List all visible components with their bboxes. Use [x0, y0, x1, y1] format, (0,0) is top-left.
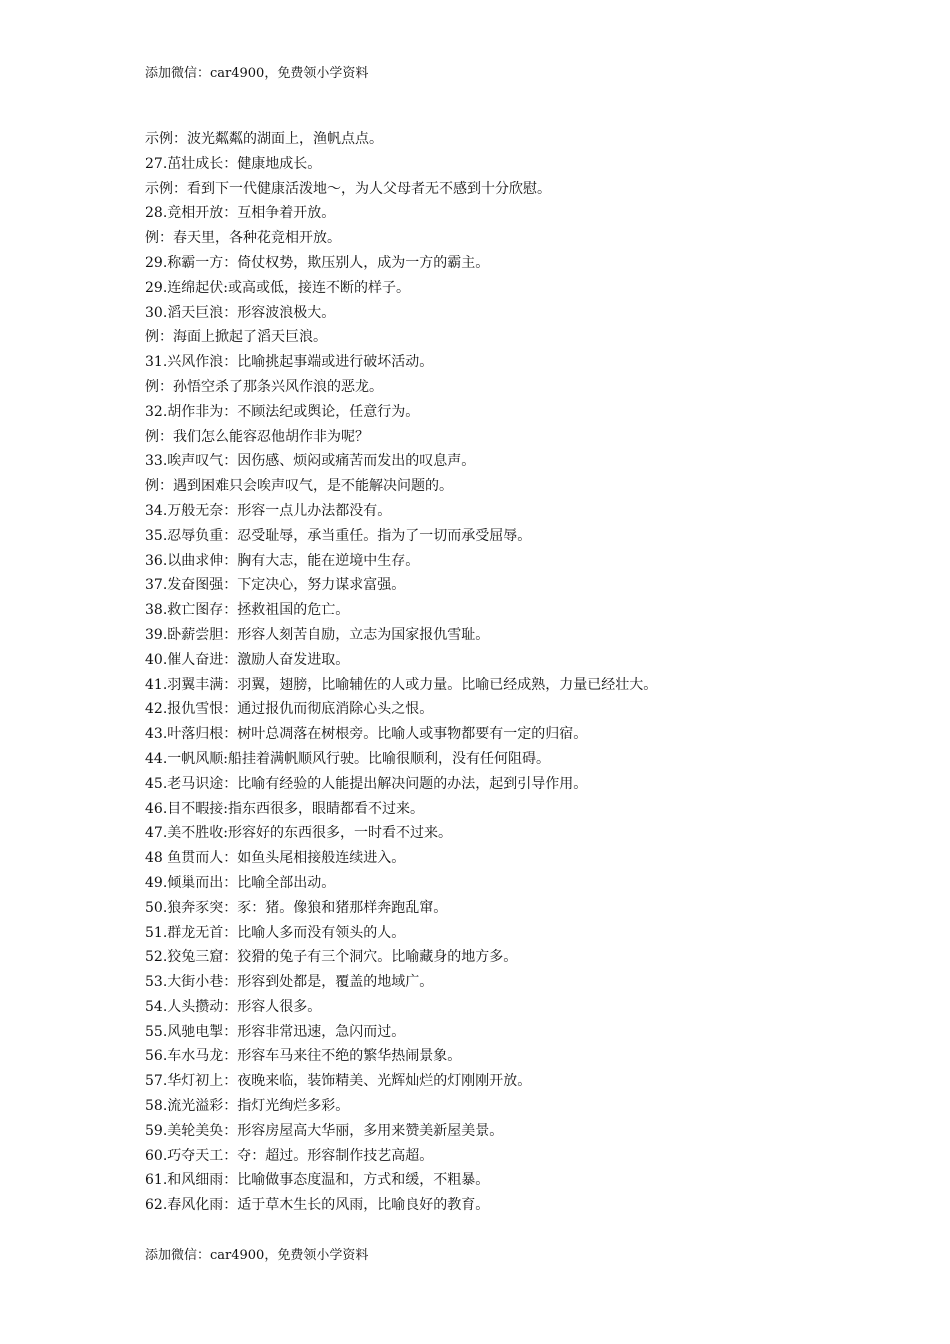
text-line: 61.和风细雨：比喻做事态度温和，方式和缓，不粗暴。 [145, 1172, 490, 1189]
text-line: 53.大街小巷：形容到处都是，覆盖的地域广。 [145, 974, 434, 991]
text-line: 34.万般无奈：形容一点儿办法都没有。 [145, 502, 392, 519]
text-line: 28.竞相开放：互相争着开放。 [145, 205, 336, 222]
text-line: 例：春天里，各种花竞相开放。 [145, 230, 341, 247]
text-line: 例：海面上掀起了滔天巨浪。 [145, 329, 327, 346]
text-line: 32.胡作非为：不顾法纪或舆论，任意行为。 [145, 403, 420, 420]
text-line: 41.羽翼丰满：羽翼，翅膀，比喻辅佐的人或力量。比喻已经成熟，力量已经壮大。 [145, 676, 658, 693]
text-line: 60.巧夺天工：夺：超过。形容制作技艺高超。 [145, 1147, 434, 1164]
text-line: 62.春风化雨：适于草木生长的风雨，比喻良好的教育。 [145, 1197, 490, 1214]
idiom-list [145, 127, 845, 1218]
text-line: 30.滔天巨浪：形容波浪极大。 [145, 304, 336, 321]
text-line: 44.一帆风顺:船挂着满帆顺风行驶。比喻很顺利，没有任何阻碍。 [145, 750, 550, 767]
text-line: 例：遇到困难只会唉声叹气，是不能解决问题的。 [145, 478, 453, 495]
text-line: 50.狼奔豕突：豕：猪。像狼和猪那样奔跑乱窜。 [145, 899, 448, 916]
text-line: 31.兴风作浪：比喻挑起事端或进行破坏活动。 [145, 354, 434, 371]
text-line: 29.连绵起伏:或高或低，接连不断的样子。 [145, 279, 410, 296]
text-line: 27.茁壮成长：健康地成长。 [145, 155, 322, 172]
text-line: 37.发奋图强：下定决心，努力谋求富强。 [145, 577, 406, 594]
text-line: 35.忍辱负重：忍受耻辱，承当重任。指为了一切而承受屈辱。 [145, 527, 532, 544]
text-line: 46.目不暇接:指东西很多，眼睛都看不过来。 [145, 800, 424, 817]
text-line: 例：孙悟空杀了那条兴风作浪的恶龙。 [145, 378, 383, 395]
text-line: 51.群龙无首：比喻人多而没有领头的人。 [145, 924, 406, 941]
text-line: 43.叶落归根：树叶总凋落在树根旁。比喻人或事物都要有一定的归宿。 [145, 726, 588, 743]
text-line: 例：我们怎么能容忍他胡作非为呢？ [145, 428, 369, 445]
text-line: 38.救亡图存：拯救祖国的危亡。 [145, 602, 350, 619]
text-line: 47.美不胜收:形容好的东西很多，一时看不过来。 [145, 825, 452, 842]
page-header: 添加微信：car4900，免费领小学资料 [145, 66, 369, 81]
text-line: 40.催人奋进：激励人奋发进取。 [145, 651, 350, 668]
text-line: 39.卧薪尝胆：形容人刻苦自励，立志为国家报仇雪耻。 [145, 626, 490, 643]
text-line: 48 鱼贯而人：如鱼头尾相接般连续进入。 [145, 850, 406, 867]
text-line: 示例：看到下一代健康活泼地～，为人父母者无不感到十分欣慰。 [145, 180, 551, 197]
text-line: 52.狡兔三窟：狡猾的兔子有三个洞穴。比喻藏身的地方多。 [145, 949, 518, 966]
text-line: 59.美轮美奂：形容房屋高大华丽，多用来赞美新屋美景。 [145, 1122, 504, 1139]
text-line: 58.流光溢彩：指灯光绚烂多彩。 [145, 1098, 350, 1115]
text-line: 33.唉声叹气：因伤感、烦闷或痛苦而发出的叹息声。 [145, 453, 476, 470]
text-line: 29.称霸一方：倚仗权势，欺压别人，成为一方的霸主。 [145, 254, 490, 271]
text-line: 49.倾巢而出：比喻全部出动。 [145, 874, 336, 891]
text-line: 45.老马识途：比喻有经验的人能提出解决问题的办法，起到引导作用。 [145, 775, 588, 792]
text-line: 56.车水马龙：形容车马来往不绝的繁华热闹景象。 [145, 1048, 462, 1065]
text-line: 示例：波光粼粼的湖面上，渔帆点点。 [145, 131, 383, 147]
text-line: 42.报仇雪恨：通过报仇而彻底消除心头之恨。 [145, 701, 434, 718]
text-line: 36.以曲求伸：胸有大志，能在逆境中生存。 [145, 552, 420, 569]
text-line: 54.人头攒动：形容人很多。 [145, 998, 322, 1015]
page-footer: 添加微信：car4900，免费领小学资料 [145, 1248, 369, 1263]
text-line: 55.风驰电掣：形容非常迅速，急闪而过。 [145, 1023, 406, 1040]
text-line: 57.华灯初上：夜晚来临，装饰精美、光辉灿烂的灯刚刚开放。 [145, 1073, 532, 1090]
